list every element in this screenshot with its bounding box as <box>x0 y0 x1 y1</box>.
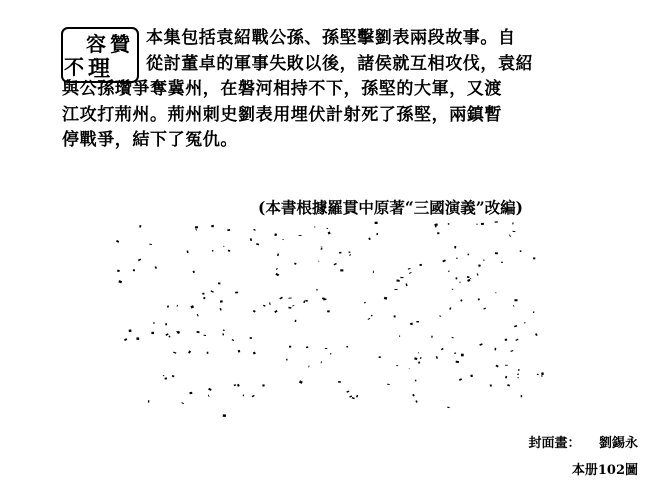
speckle <box>396 279 399 282</box>
speckle <box>124 338 127 341</box>
speckle <box>250 238 252 241</box>
speckle <box>414 357 417 360</box>
svg-text:理: 理 <box>88 56 111 82</box>
speckle <box>188 350 191 353</box>
svg-text:贊: 贊 <box>110 32 130 56</box>
speckle <box>479 343 482 346</box>
speckle <box>356 395 358 398</box>
speckle <box>253 229 256 231</box>
speckle <box>138 258 141 261</box>
speckle <box>517 377 518 379</box>
speckle <box>196 331 199 333</box>
speckle <box>448 270 450 272</box>
summary-line: 與公孫瓚爭奪冀州，在磐河相持不下，孫堅的大軍，又渡 <box>62 79 502 99</box>
speckle <box>339 252 341 254</box>
speckle <box>490 384 492 386</box>
speckle <box>322 298 325 300</box>
speckle <box>116 240 119 243</box>
speckle <box>223 246 224 247</box>
speckle <box>149 244 152 245</box>
speckle <box>314 226 316 228</box>
speckle <box>136 337 139 340</box>
speckle <box>288 307 291 309</box>
speckle <box>203 297 205 299</box>
speckle <box>197 314 199 317</box>
speckle <box>208 388 212 391</box>
speckle <box>321 247 323 248</box>
summary-line: 本集包括袁紹戰公孫、孫堅擊劉表兩段故事。自 <box>146 28 516 48</box>
speckle <box>505 365 508 366</box>
speckle <box>172 375 175 378</box>
cover-credit <box>528 432 638 451</box>
speckle <box>416 321 419 322</box>
speckle <box>452 289 454 290</box>
speckle <box>211 225 214 227</box>
speckle <box>275 273 279 276</box>
speckle <box>451 337 453 339</box>
speckle <box>237 384 240 387</box>
speckle <box>439 315 441 317</box>
speckle <box>399 336 400 337</box>
speckle <box>222 333 224 335</box>
speckle <box>409 368 410 369</box>
speckle <box>303 300 305 303</box>
speckle <box>454 246 456 249</box>
speckle <box>346 346 348 348</box>
speckle <box>276 268 278 270</box>
speckle <box>279 297 282 300</box>
speckle <box>418 352 419 353</box>
speckle <box>321 248 323 250</box>
speckle <box>442 259 446 262</box>
speckle <box>232 339 235 341</box>
speckle <box>483 308 486 310</box>
speckle <box>227 229 230 231</box>
speckle <box>455 277 457 279</box>
speckle <box>415 400 417 403</box>
speckle <box>535 333 538 336</box>
speckle <box>460 299 462 301</box>
speckle <box>409 272 412 274</box>
speckle <box>299 380 303 384</box>
speckle <box>262 384 265 386</box>
speckle <box>434 223 438 226</box>
speckle <box>220 300 223 303</box>
speckle <box>507 384 510 387</box>
speckle <box>481 223 484 225</box>
speckle <box>151 332 154 334</box>
speckle <box>510 350 513 352</box>
speckle <box>495 252 498 254</box>
speckle <box>418 361 420 364</box>
speckle <box>524 322 526 323</box>
speckle <box>193 271 196 274</box>
speckle <box>207 352 209 354</box>
speckle <box>218 283 220 285</box>
speckle <box>289 298 292 299</box>
speckle <box>277 253 279 256</box>
speckle <box>512 231 515 232</box>
speckle <box>234 384 236 386</box>
speckle <box>139 225 141 228</box>
speckle <box>165 323 167 326</box>
speckle <box>505 376 507 379</box>
speckle <box>495 221 498 223</box>
speckle <box>505 339 507 341</box>
speckle <box>348 251 350 253</box>
speckle <box>379 356 381 358</box>
speckle <box>263 305 266 307</box>
speckle <box>515 339 518 341</box>
speckle <box>415 380 417 382</box>
speckle <box>165 333 168 336</box>
summary-paragraph <box>62 28 582 154</box>
speckle <box>294 263 297 265</box>
speckle <box>376 233 378 235</box>
speckle <box>412 394 415 397</box>
speckle <box>252 395 255 398</box>
speckle <box>517 373 519 375</box>
speckle <box>292 305 294 306</box>
speckle <box>253 352 256 355</box>
speckle <box>400 277 403 278</box>
speckle <box>454 352 456 354</box>
speckle <box>459 281 460 283</box>
speckle <box>210 290 213 293</box>
speckle <box>478 298 480 300</box>
speckle <box>420 264 422 266</box>
speckle <box>208 395 210 397</box>
speckle <box>431 336 432 338</box>
speckle <box>318 261 319 262</box>
speckle <box>541 372 544 375</box>
summary-line: 從討董卓的軍事失敗以後，諸侯就互相攻伐，袁紹 <box>146 53 534 74</box>
speckle <box>212 250 213 251</box>
speckle <box>514 299 517 301</box>
speckle <box>295 320 297 322</box>
speckle <box>408 268 411 270</box>
speckle <box>483 259 484 261</box>
speckle <box>533 311 535 313</box>
speckle <box>513 305 514 307</box>
speckle <box>321 361 322 363</box>
speckle <box>228 250 230 252</box>
speckle <box>470 278 471 279</box>
speckle <box>187 250 189 253</box>
speckle <box>253 310 256 313</box>
speckle <box>167 305 169 308</box>
speckle <box>373 271 374 274</box>
cover-artist-name: 劉錫永 <box>598 436 638 451</box>
speckle <box>467 276 470 278</box>
speckle <box>153 322 155 323</box>
speckle <box>477 273 479 276</box>
speckle <box>338 381 341 383</box>
speckle <box>461 354 464 357</box>
speckle <box>189 392 192 395</box>
speckle <box>456 258 458 260</box>
speckle <box>495 292 496 293</box>
speckle <box>494 348 496 351</box>
speckle <box>181 402 184 404</box>
speckle <box>282 239 283 240</box>
speckle <box>410 323 413 326</box>
speckle <box>250 337 252 339</box>
speckle <box>243 395 245 397</box>
speckle <box>368 238 370 240</box>
scan-speckles <box>110 215 550 420</box>
speckle <box>436 356 438 359</box>
speckle <box>274 233 277 236</box>
source-note: (本書根據羅貫中原著“三國演義”改編) <box>258 198 523 217</box>
speckle <box>117 270 120 272</box>
speckle <box>533 257 535 259</box>
svg-text:容: 容 <box>86 32 106 56</box>
summary-line: 停戰爭，結下了冤仇。 <box>62 130 238 150</box>
speckle <box>256 243 259 245</box>
speckle <box>155 266 158 269</box>
speckle <box>274 310 277 313</box>
speckle <box>394 315 396 317</box>
speckle <box>289 346 291 348</box>
svg-text:不: 不 <box>64 55 84 79</box>
speckle <box>384 297 387 300</box>
speckle <box>223 414 226 417</box>
speckle <box>328 231 331 234</box>
speckle <box>468 254 470 256</box>
speckle <box>541 375 543 376</box>
speckle <box>509 234 511 237</box>
speckle <box>537 374 539 376</box>
speckle <box>204 335 207 337</box>
speckle <box>467 279 470 282</box>
speckle <box>305 300 308 302</box>
speckle <box>352 397 355 399</box>
speckle <box>169 336 171 338</box>
speckle <box>447 407 449 409</box>
speckle <box>340 269 343 271</box>
speckle <box>238 350 241 353</box>
speckle <box>286 359 288 361</box>
speckle <box>501 262 503 263</box>
speckle <box>308 366 309 368</box>
speckle <box>129 329 132 332</box>
speckle <box>306 346 308 348</box>
speckle <box>346 390 349 392</box>
summary-line: 江攻打荊州。荊州刺史劉表用埋伏計射死了孫堅，兩鎮暫 <box>62 104 502 125</box>
speckle <box>195 228 197 230</box>
cover-credit-label: 封面畫： <box>528 436 581 451</box>
speckle <box>478 264 481 267</box>
speckle <box>163 375 165 377</box>
illustration-count: 本册102圖 <box>571 463 638 478</box>
speckle <box>514 325 517 327</box>
speckle <box>441 348 444 350</box>
speckle <box>173 352 176 354</box>
speckle <box>202 293 204 295</box>
speckle <box>396 365 398 366</box>
speckle <box>368 318 371 320</box>
speckle <box>520 250 522 252</box>
speckle <box>269 302 271 305</box>
speckle <box>190 305 194 308</box>
speckle <box>316 289 317 291</box>
speckle <box>512 222 514 224</box>
speckle <box>518 369 520 371</box>
speckle <box>387 384 390 385</box>
speckle <box>470 374 473 377</box>
speckle <box>299 235 302 236</box>
speckle <box>195 226 198 228</box>
speckle <box>495 365 498 368</box>
speckle <box>476 223 477 225</box>
speckle <box>459 378 462 381</box>
speckle <box>437 232 439 234</box>
speckle <box>326 228 328 229</box>
speckle <box>394 289 397 290</box>
speckle <box>449 307 451 310</box>
speckle <box>133 269 135 271</box>
speckle <box>118 280 122 283</box>
speckle <box>165 377 168 379</box>
speckle <box>325 348 327 349</box>
speckle <box>420 357 422 359</box>
speckle <box>371 315 373 316</box>
speckle <box>364 302 366 304</box>
speckle <box>521 395 523 397</box>
speckle <box>448 223 450 225</box>
speckle <box>456 361 459 364</box>
speckle <box>148 400 149 403</box>
speckle <box>375 222 378 224</box>
speckle <box>334 263 337 266</box>
speckle <box>176 305 178 307</box>
speckle <box>223 329 225 331</box>
speckle <box>327 310 330 312</box>
speckle <box>330 353 331 354</box>
speckle <box>235 292 238 294</box>
speckle <box>220 308 222 311</box>
speckle <box>349 395 352 397</box>
speckle <box>349 254 351 256</box>
speckle <box>406 283 408 286</box>
